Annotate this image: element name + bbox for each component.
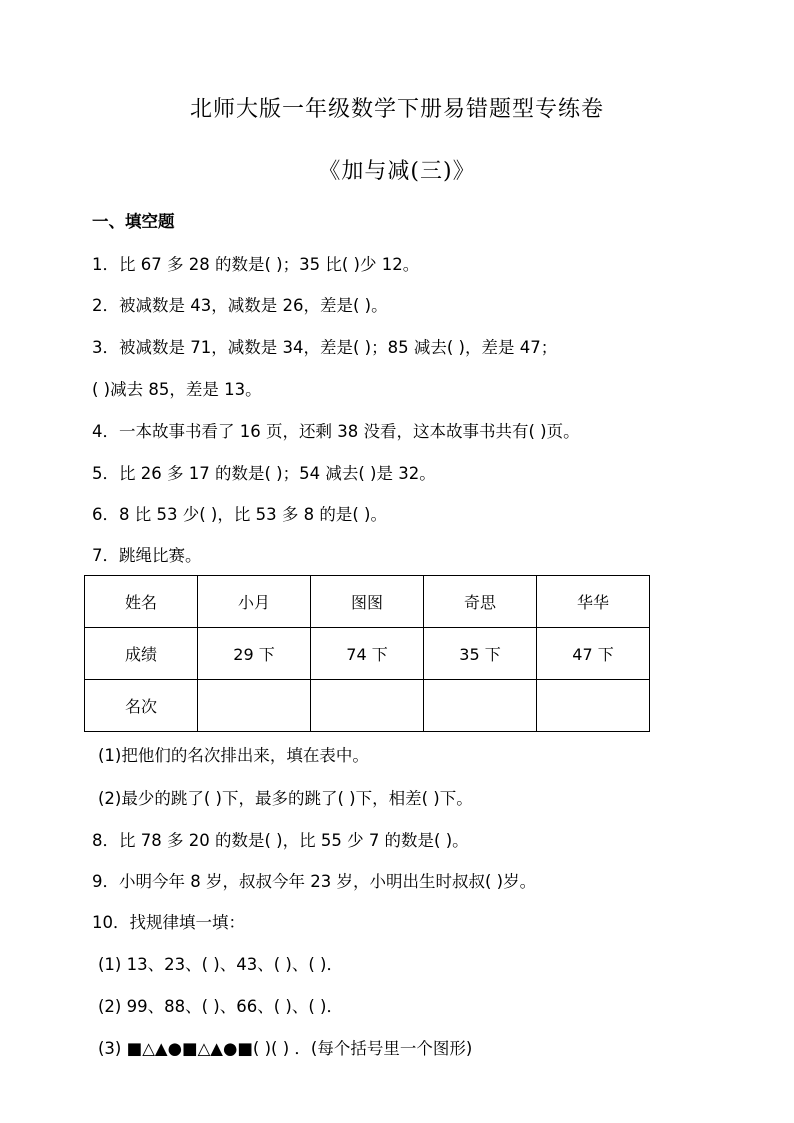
answer-cell[interactable] <box>311 680 424 732</box>
answer-cell[interactable] <box>198 680 311 732</box>
question-6: 6．8 比 53 少( )，比 53 多 8 的是( )。 <box>92 505 387 524</box>
question-8: 8．比 78 多 20 的数是( )，比 55 少 7 的数是( )。 <box>92 831 469 850</box>
table-cell: 35 下 <box>424 628 537 680</box>
question-7-part-1: (1)把他们的名次排出来，填在表中。 <box>98 746 369 765</box>
section-heading: 一、填空题 <box>92 212 175 231</box>
page-title: 北师大版一年级数学下册易错题型专练卷 <box>189 97 604 122</box>
question-10-part-1: (1) 13、23、( )、43、( )、( )． <box>98 955 343 974</box>
table-cell: 成绩 <box>85 628 198 680</box>
question-7: 7．跳绳比赛。 <box>92 546 202 565</box>
table-row <box>85 628 650 680</box>
table-row <box>85 576 650 628</box>
table-cell: 姓名 <box>85 576 198 628</box>
question-9: 9．小明今年 8 岁，叔叔今年 23 岁，小明出生时叔叔( )岁。 <box>92 872 537 891</box>
table-cell: 华华 <box>537 576 650 628</box>
table-cell: 图图 <box>311 576 424 628</box>
question-10: 10．找规律填一填： <box>92 913 245 932</box>
table-cell: 29 下 <box>198 628 311 680</box>
question-10-part-2: (2) 99、88、( )、66、( )、( )． <box>98 997 343 1016</box>
table-cell: 名次 <box>85 680 198 732</box>
answer-cell[interactable] <box>424 680 537 732</box>
table-cell: 奇思 <box>424 576 537 628</box>
page-subtitle: 《加与减(三)》 <box>318 159 476 184</box>
question-10-part-3: (3) ■△▲●■△▲●■( )( ) ．(每个括号里一个图形) <box>98 1039 473 1058</box>
question-3: 3．被减数是 71，减数是 34，差是( )；85 减去( )，差是 47； <box>92 338 558 357</box>
table-cell: 小月 <box>198 576 311 628</box>
table-cell: 47 下 <box>537 628 650 680</box>
question-4: 4．一本故事书看了 16 页，还剩 38 没看，这本故事书共有( )页。 <box>92 422 580 441</box>
question-3-continued: ( )减去 85，差是 13。 <box>92 380 262 399</box>
table-cell: 74 下 <box>311 628 424 680</box>
score-table <box>84 575 650 732</box>
answer-cell[interactable] <box>537 680 650 732</box>
question-5: 5．比 26 多 17 的数是( )；54 减去( )是 32。 <box>92 464 436 483</box>
question-2: 2．被减数是 43，减数是 26，差是( )。 <box>92 296 388 315</box>
table-row <box>85 680 650 732</box>
question-1: 1．比 67 多 28 的数是( )；35 比( )少 12。 <box>92 255 420 274</box>
question-7-part-2: (2)最少的跳了( )下，最多的跳了( )下，相差( )下。 <box>98 789 473 808</box>
